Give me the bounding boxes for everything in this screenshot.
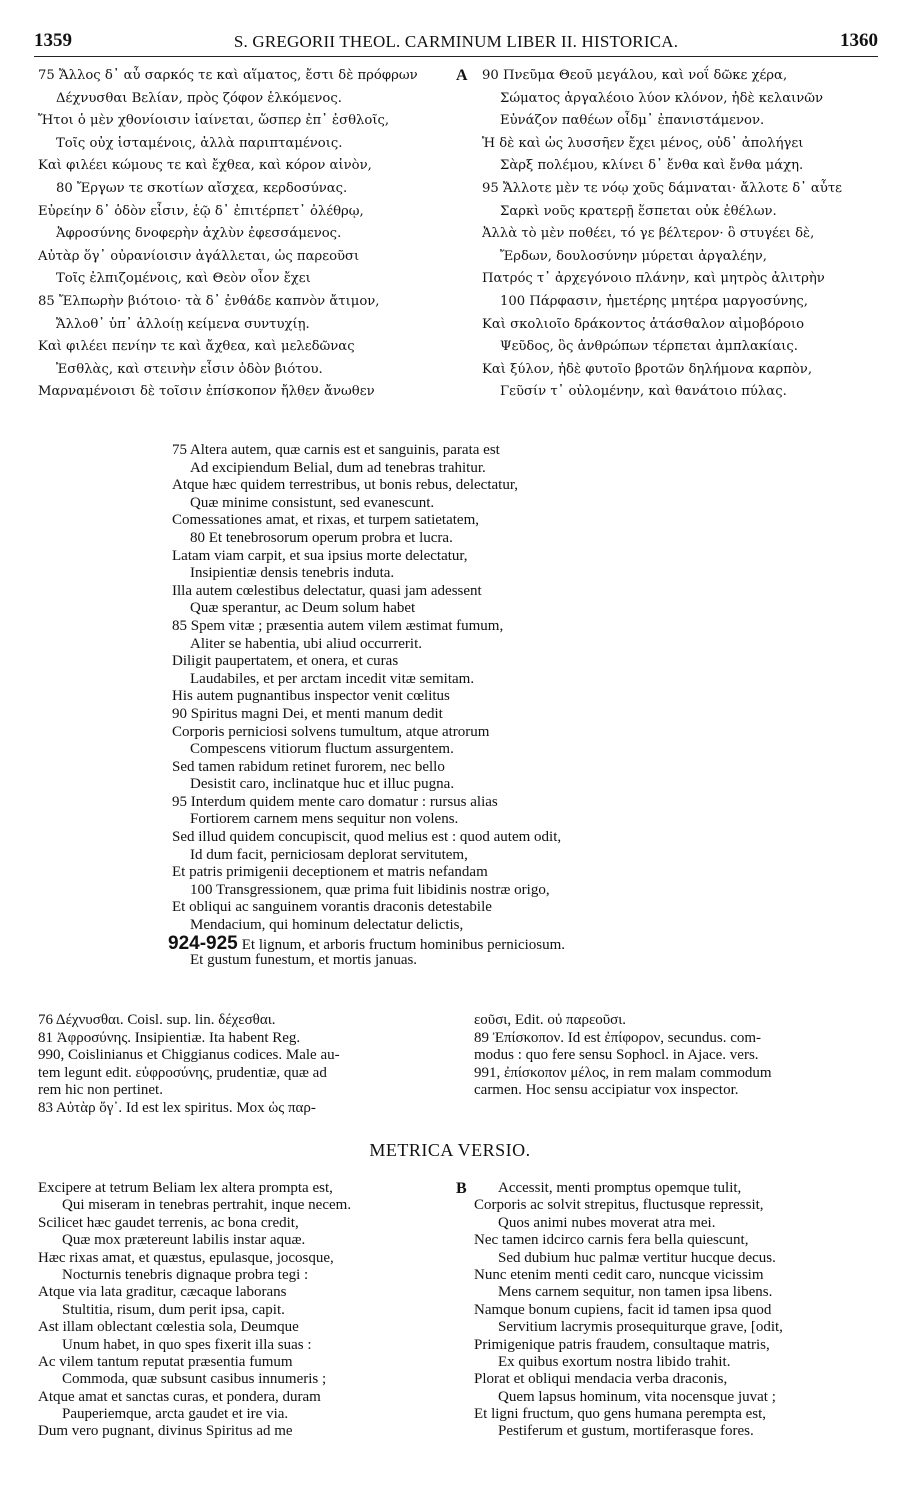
latin-line: Quæ minime consistunt, sed evanescunt.: [190, 494, 435, 511]
verse-line: Scilicet hæc gaudet terrenis, ac bona credit,: [38, 1214, 299, 1231]
greek-line: 95 Ἄλλοτε μὲν τε νόῳ χοῦς δάμναται· ἄλλοτε δ᾽ αὖτε: [482, 180, 842, 196]
latin-line: Diligit paupertatem, et onera, et curas: [172, 653, 399, 670]
latin-line: 80 Et tenebrosorum operum probra et lucra.: [190, 529, 453, 546]
section-heading: METRICA VERSIO.: [369, 1140, 531, 1160]
latin-line: Ad excipiendum Belial, dum ad tenebras trahitur.: [190, 459, 486, 476]
greek-column-left: [38, 65, 478, 404]
latin-line: 85 Spem vitæ ; præsentia autem vilem æstimat fumum,: [172, 617, 504, 634]
page-number-left: 1359: [34, 30, 72, 51]
latin-line: Mendacium, qui hominum delectatur delictis,: [190, 917, 464, 934]
greek-line: Μαρναμένοισι δὲ τοῖσιν ἐπίσκοπον ἤλθεν ἄνωθεν: [38, 384, 375, 400]
note-line: carmen. Hoc sensu accipiatur vox inspector.: [474, 1082, 739, 1099]
page-number-right: 1360: [840, 30, 878, 51]
latin-line: Insipientiæ densis tenebris induta.: [190, 565, 395, 582]
greek-line: Καὶ σκολιοῖο δράκοντος ἀτάσθαλον αἱμοβόροιο: [482, 316, 805, 332]
note-line: 81 Ἀφροσύνης. Insipientiæ. Ita habent Reg.: [38, 1029, 301, 1046]
greek-line: Δέχνυσθαι Βελίαν, πρὸς ζόφον ἑλκόμενος.: [56, 90, 342, 106]
running-title: S. GREGORII THEOL. CARMINUM LIBER II. HISTORICA.: [233, 32, 679, 51]
note-line: tem legunt edit. εὐφροσύνης, prudentiæ, quæ ad: [38, 1064, 327, 1081]
greek-line: 100 Πάρφασιν, ἡμετέρης μητέρα μαργοσύνης,: [500, 293, 808, 309]
note-line: 89 Ἐπίσκοπον. Id est ἐπίφορον, secundus. com-: [474, 1029, 762, 1046]
latin-line: Quæ sperantur, ac Deum solum habet: [190, 600, 416, 617]
note-line: 990, Coislinianus et Chiggianus codices. Male au-: [38, 1047, 340, 1064]
verse-line: Quos animi nubes moverat atra mei.: [498, 1214, 716, 1231]
verse-line: Ex quibus exortum nostra libido trahit.: [498, 1353, 731, 1370]
margin-letter-a: A: [456, 67, 468, 84]
greek-line: Σὰρξ πολέμου, κλίνει δ᾽ ἔνθα καὶ ἔνθα μάχη.: [500, 158, 804, 174]
greek-line: Ψεῦδος, ὃς ἀνθρώπων τέρπεται ἀμπλακίαις.: [500, 339, 798, 355]
verse-line: Hæc rixas amat, et quæstus, epulasque, jocosque,: [38, 1249, 334, 1266]
latin-line-text: Et lignum, et arboris fructum hominibus perniciosum.: [241, 936, 566, 953]
verse-line: Stultitia, risum, dum perit ipsa, capit.: [62, 1301, 285, 1318]
greek-line: 75 Ἄλλος δ᾽ αὖ σαρκός τε καὶ αἵματος, ἔστι δὲ πρόφρων: [38, 68, 418, 83]
greek-line: Ἀφροσύνης δνοφερὴν ἀχλὺν ἐφεσσάμενος.: [56, 226, 342, 242]
verse-line: Commoda, quæ subsunt casibus innumeris ;: [62, 1371, 327, 1388]
margin-letter-b: B: [456, 1180, 467, 1197]
verse-line: Nec tamen idcirco carnis fera bella quiescunt,: [474, 1232, 749, 1249]
greek-line: Εὐρείην δ᾽ ὁδὸν εἶσιν, ἑῷ δ᾽ ἐπιτέρπετ᾽ ὀλέθρῳ,: [38, 203, 364, 219]
latin-translation: [168, 442, 732, 970]
verse-line: Atque amat et sanctas curas, et pondera, duram: [38, 1388, 321, 1405]
latin-line: Illa autem cœlestibus delectatur, quasi jam adessent: [172, 582, 482, 599]
metrica-left: [38, 1180, 458, 1441]
running-header: [34, 30, 878, 57]
verse-line: Ac vilem tantum reputat præsentia fumum: [38, 1353, 293, 1370]
note-line: modus : quo fere sensu Sophocl. in Ajace. vers.: [474, 1047, 759, 1064]
greek-line: Καὶ φιλέει πενίην τε καὶ ἄχθεα, καὶ μελεδῶνας: [38, 339, 355, 355]
greek-line: Γεῦσίν τ᾽ οὐλομένην, καὶ θανάτοιο πύλας.: [500, 384, 787, 400]
note-line: 83 Αὐτὰρ ὅγ᾽. Id est lex spiritus. Mox ὡς παρ-: [38, 1099, 316, 1116]
latin-line: Sed tamen rabidum retinet furorem, nec bello: [172, 758, 445, 775]
greek-line: Καὶ ξύλον, ἠδὲ φυτοῖο βροτῶν δηλήμονα καρπὸν,: [482, 361, 813, 377]
greek-line: Αὐτὰρ ὅγ᾽ οὐρανίοισιν ἀγάλλεται, ὡς παρεοῦσι: [38, 248, 360, 264]
verse-line: Accessit, menti promptus opemque tulit,: [498, 1180, 742, 1196]
verse-line: Servitium lacrymis prosequiturque grave, [odit,: [498, 1319, 783, 1336]
latin-line: Et gustum funestum, et mortis januas.: [190, 952, 418, 969]
latin-line: Corporis perniciosi solvens tumultum, atque atrorum: [172, 723, 490, 740]
verse-line: Pestiferum et gustum, mortiferasque fores.: [498, 1423, 754, 1440]
latin-line: Et obliqui ac sanguinem vorantis draconis detestabile: [172, 899, 492, 916]
note-line: 76 Δέχνυσθαι. Coisl. sup. lin. δέχεσθαι.: [38, 1012, 276, 1028]
greek-line: 80 Ἔργων τε σκοτίων αἴσχεα, κερδοσύνας.: [56, 180, 348, 196]
greek-line: Ἡ δὲ καὶ ὡς λυσσῆεν ἔχει μένος, οὐδ᾽ ἀπολήγει: [482, 135, 804, 151]
verse-line: Corporis ac solvit strepitus, fluctusque repressit,: [474, 1197, 764, 1214]
greek-line: 90 Πνεῦμα Θεοῦ μεγάλου, καὶ νοΐ δῶκε χέρα,: [482, 68, 788, 83]
verse-line: Primigenique patris fraudem, consultaque matris,: [474, 1336, 770, 1353]
greek-line: Τοῖς ἐλπιζομένοις, καὶ Θεὸν οἶον ἔχει: [56, 271, 311, 287]
latin-line: Fortiorem carnem mens sequitur non volens.: [190, 811, 459, 828]
latin-line: Aliter se habentia, ubi aliud occurrerit.: [190, 635, 422, 652]
verse-line: Sed dubium huc palmæ vertitur hucque decus.: [498, 1249, 776, 1266]
latin-line: Desistit caro, inclinatque huc et illuc pugna.: [190, 776, 455, 793]
verse-line: Nocturnis tenebris dignaque probra tegi :: [62, 1266, 309, 1283]
greek-line: Ἀλλὰ τὸ μὲν ποθέει, τό γε βέλτερον· ὃ στυγέει δὲ,: [482, 226, 815, 242]
verse-line: Quem lapsus hominum, vita nocensque juvat ;: [498, 1388, 776, 1405]
notes-right: [474, 1012, 884, 1100]
verse-line: Mens carnem sequitur, non tamen ipsa libens.: [498, 1284, 773, 1301]
greek-line: Ἔρδων, δουλοσύνην μύρεται ἀργαλέην,: [500, 248, 767, 264]
latin-line: His autem pugnantibus inspector venit cœlitus: [172, 688, 450, 705]
verse-line: Et ligni fructum, quo gens humana perempta est,: [474, 1406, 767, 1423]
greek-line: 85 Ἔλπωρὴν βιότοιο· τὰ δ᾽ ἐνθάδε καπνὸν ἄτιμον,: [38, 293, 380, 309]
latin-line: 75 Altera autem, quæ carnis est et sanguinis, parata est: [172, 442, 500, 458]
greek-line: Ἄλλοθ᾽ ὑπ᾽ ἀλλοίῃ κείμενα συντυχίῃ.: [56, 316, 310, 332]
verse-line: Dum vero pugnant, divinus Spiritus ad me: [38, 1423, 293, 1440]
verse-line: Qui miseram in tenebras pertrahit, inque necem.: [62, 1197, 352, 1214]
note-line: rem hic non pertinet.: [38, 1082, 163, 1099]
latin-line: Laudabiles, et per arctam incedit vitæ semitam.: [190, 670, 475, 687]
latin-line: Latam viam carpit, et sua ipsius morte delectatur,: [172, 547, 468, 564]
verse-line: Plorat et obliqui mendacia verba draconis,: [474, 1371, 728, 1388]
note-line: 991, ἐπίσκοπον μέλος, in rem malam commodum: [474, 1064, 772, 1081]
verse-line: Quæ mox prætereunt labilis instar aquæ.: [62, 1232, 306, 1249]
column-reference: 924-925: [168, 932, 238, 954]
metrica-right: [474, 1180, 884, 1441]
latin-line: 100 Transgressionem, quæ prima fuit libidinis nostræ origo,: [190, 881, 550, 898]
greek-line: Σώματος ἀργαλέοιο λύον κλόνον, ἠδὲ κελαινῶν: [500, 90, 824, 106]
latin-line: Comessationes amat, et rixas, et turpem satietatem,: [172, 512, 479, 529]
latin-line: [168, 932, 732, 954]
latin-line: 95 Interdum quidem mente caro domatur : rursus alias: [172, 793, 498, 810]
greek-line: Τοῖς οὐχ ἱσταμένοις, ἀλλὰ παριπταμένοις.: [56, 135, 343, 151]
verse-line: Namque bonum cupiens, facit id tamen ipsa quod: [474, 1301, 772, 1318]
verse-line: Nunc etenim menti cedit caro, nuncque vicissim: [474, 1266, 764, 1283]
greek-line: Ἤτοι ὁ μὲν χθονίοισιν ἰαίνεται, ὥσπερ ἐπ᾽ ἐσθλοῖς,: [38, 113, 390, 129]
greek-line: Σαρκὶ νοῦς κρατερῇ ἕσπεται οὐκ ἐθέλων.: [500, 203, 777, 219]
greek-column-right: [482, 65, 882, 404]
latin-line: Sed illud quidem concupiscit, quod melius est : quod autem odit,: [172, 829, 562, 846]
greek-line: Ἐσθλὰς, καὶ στεινὴν εἶσιν ὁδὸν βιότου.: [56, 361, 323, 377]
latin-line: Id dum facit, perniciosam deplorat servitutem,: [190, 846, 468, 863]
greek-line: Καὶ φιλέει κώμους τε καὶ ἔχθεα, καὶ κόρον αἰνὸν,: [38, 158, 372, 174]
greek-line: Εὐνάζον παθέων οἶδμ᾽ ἐπανιστάμενον.: [500, 113, 765, 129]
verse-line: Ast illam oblectant cœlestia sola, Deumque: [38, 1319, 299, 1336]
latin-line: Et patris primigenii deceptionem et matris nefandam: [172, 864, 488, 881]
verse-line: Pauperiemque, arcta gaudet et ire via.: [62, 1406, 289, 1423]
latin-line: Atque hæc quidem terrestribus, ut bonis rebus, delectatur,: [172, 477, 518, 494]
latin-line: 90 Spiritus magni Dei, et menti manum dedit: [172, 705, 443, 722]
greek-line: Πατρός τ᾽ ἀρχεγόνοιο πλάνην, καὶ μητρὸς ἀλιτρὴν: [482, 271, 825, 287]
notes-left: [38, 1012, 458, 1118]
verse-line: Atque via lata graditur, cæcaque laborans: [38, 1284, 287, 1301]
latin-line: Compescens vitiorum fluctum assurgentem.: [190, 741, 454, 758]
verse-line: Excipere at tetrum Beliam lex altera prompta est,: [38, 1180, 333, 1196]
note-line: εοῦσι, Edit. οὐ παρεοῦσι.: [474, 1012, 627, 1028]
verse-line: Unum habet, in quo spes fixerit illa suas :: [62, 1336, 312, 1353]
